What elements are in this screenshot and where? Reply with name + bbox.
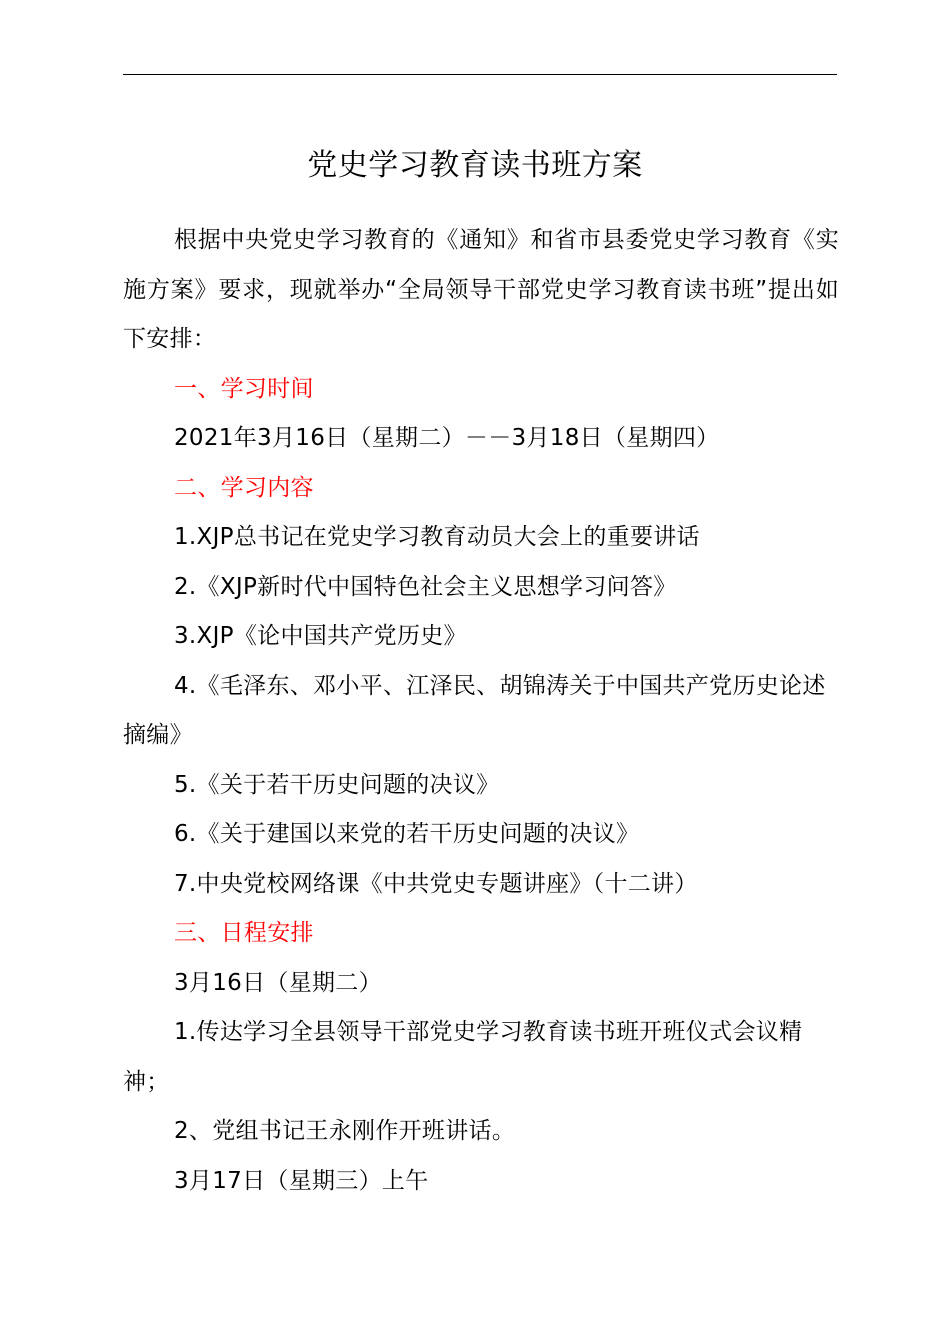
- content-item-4: 4.《毛泽东、邓小平、江泽民、胡锦涛关于中国共产党历史论述摘编》: [123, 672, 826, 748]
- content-item-3: 3.XJP《论中国共产党历史》: [174, 623, 467, 649]
- document-title: 党史学习教育读书班方案: [307, 148, 643, 183]
- section-heading-time: 一、学习时间: [174, 375, 314, 402]
- content-item-6: 6.《关于建国以来党的若干历史问题的决议》: [174, 821, 640, 847]
- schedule-day-1: 3月16日（星期二）: [174, 969, 382, 996]
- content-item-1: 1.XJP总书记在党史学习教育动员大会上的重要讲话: [174, 524, 700, 550]
- schedule-day-1-item-2: 2、党组书记王永刚作开班讲话。: [174, 1118, 516, 1144]
- content-item-5: 5.《关于若干历史问题的决议》: [174, 771, 500, 798]
- content-item-7: 7.中央党校网络课《中共党史专题讲座》（十二讲）: [174, 870, 698, 897]
- section-heading-schedule: 三、日程安排: [174, 920, 314, 946]
- document-body: [123, 216, 839, 1206]
- schedule-day-1-item-1: 1.传达学习全县领导干部党史学习教育读书班开班仪式会议精神；: [123, 1019, 803, 1095]
- content-item-2: 2.《XJP新时代中国特色社会主义思想学习问答》: [174, 573, 677, 600]
- section-heading-content: 二、学习内容: [174, 474, 314, 501]
- study-time-text: 2021年3月16日（星期二）－－3月18日（星期四）: [174, 425, 720, 451]
- header-rule: [123, 74, 837, 75]
- schedule-day-2: 3月17日（星期三）上午: [174, 1167, 429, 1194]
- intro-paragraph: 根据中央党史学习教育的《通知》和省市县委党史学习教育《实施方案》要求，现就举办“全局领导干部党史学习教育读书班”提出如下安排：: [123, 227, 839, 352]
